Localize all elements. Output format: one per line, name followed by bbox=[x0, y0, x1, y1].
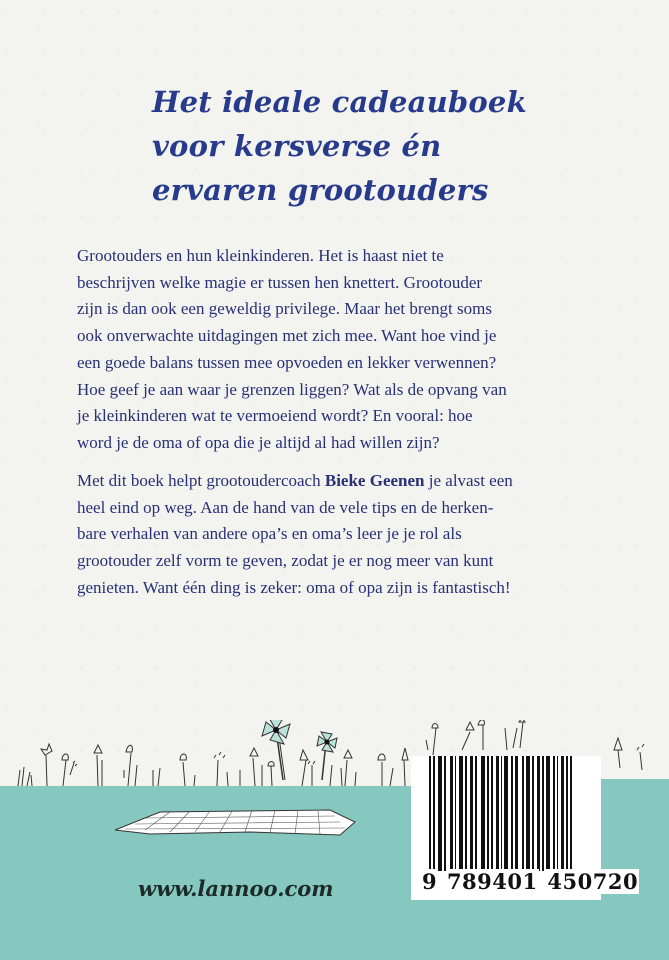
isbn-prefix: 9 bbox=[422, 869, 438, 894]
barcode-bars bbox=[429, 756, 591, 871]
intro-paragraph bbox=[77, 243, 607, 457]
text-line: ook onverwachte uitdagingen met zich mee. Want hoe vind je bbox=[77, 326, 497, 346]
isbn-number bbox=[421, 869, 639, 894]
isbn-group-2: 450720 bbox=[547, 869, 639, 894]
text-line: Hoe geef je aan waar je grenzen liggen? Wat als de opvang van bbox=[77, 379, 507, 399]
pinwheel-icon bbox=[262, 720, 337, 780]
headline bbox=[152, 80, 592, 212]
author-name: Bieke Geenen bbox=[324, 471, 425, 490]
picnic-blanket-icon bbox=[115, 810, 355, 835]
text-line: bare verhalen van andere opa’s en oma’s leer je je rol als bbox=[77, 524, 462, 544]
text-line: Grootouders en hun kleinkinderen. Het is haast niet te bbox=[77, 246, 444, 265]
headline-line: ervaren grootouders bbox=[152, 173, 489, 207]
text-fragment: je alvast een bbox=[424, 471, 513, 490]
headline-line: Het ideale cadeauboek bbox=[152, 85, 527, 119]
author-paragraph bbox=[77, 468, 607, 602]
text-line: zijn is dan ook een geweldig privilege. Maar het brengt soms bbox=[77, 299, 492, 319]
text-line: genieten. Want één ding is zeker: oma of opa zijn is fantastisch! bbox=[77, 577, 511, 597]
text-line: beschrijven welke magie er tussen hen knettert. Grootouder bbox=[77, 272, 483, 292]
text-fragment: Met dit boek helpt grootoudercoach bbox=[77, 471, 325, 490]
text-line bbox=[77, 468, 607, 495]
headline-line: voor kersverse én bbox=[152, 129, 442, 163]
text-line: grootouder zelf vorm te geven, zodat je er nog meer van kunt bbox=[77, 551, 494, 571]
text-line: een goede balans tussen mee opvoeden en lekker verwennen? bbox=[77, 352, 497, 372]
isbn-group-1: 789401 bbox=[446, 869, 538, 894]
publisher-url: www.lannoo.com bbox=[138, 876, 334, 901]
text-line: je kleinkinderen wat te vermoeiend wordt? En vooral: hoe bbox=[77, 406, 473, 426]
text-line: word je de oma of opa die je altijd al had willen zijn? bbox=[77, 432, 440, 452]
text-line: heel eind op weg. Aan de hand van de vele tips en de herken- bbox=[77, 497, 494, 517]
isbn-barcode bbox=[411, 756, 639, 900]
